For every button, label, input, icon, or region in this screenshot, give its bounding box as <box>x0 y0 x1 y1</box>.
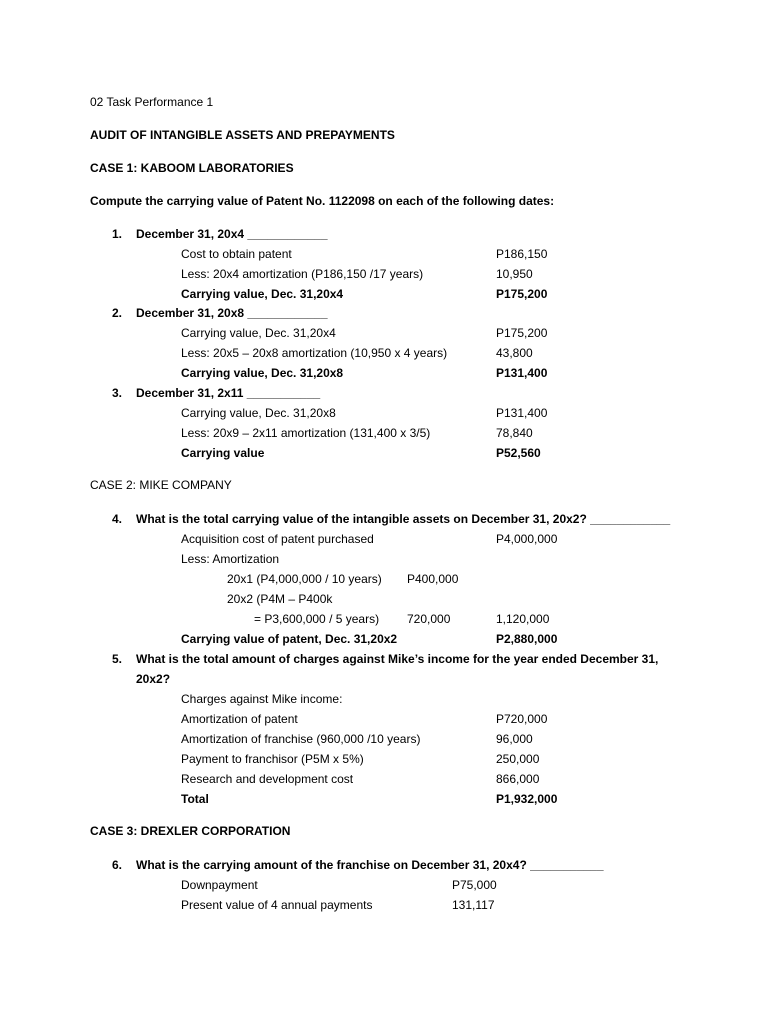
q4-cv-label: Carrying value of patent, Dec. 31,20x2 <box>181 632 398 646</box>
q1-row3-label: Carrying value, Dec. 31,20x4 <box>181 287 344 301</box>
q5-row3-label: Payment to franchisor (P5M x 5%) <box>181 752 364 766</box>
q5-label-continued: 20x2? <box>136 672 171 686</box>
q4-y2-label: 20x2 (P4M – P400k <box>227 592 333 606</box>
q6-row2-value: 131,117 <box>452 898 495 912</box>
q2-row1-label: Carrying value, Dec. 31,20x4 <box>181 326 336 340</box>
q5-label: What is the total amount of charges against Mike’s income for the year ended December 31, <box>136 652 659 666</box>
q1-label: December 31, 20x4 ____________ <box>136 227 328 241</box>
q6-row1-label: Downpayment <box>181 878 258 892</box>
case2-title: CASE 2: MIKE COMPANY <box>90 478 232 492</box>
q5-row2-value: 96,000 <box>496 732 533 746</box>
q3-label: December 31, 2x11 ___________ <box>136 386 321 400</box>
q4-y2b-label: = P3,600,000 / 5 years) <box>254 612 380 626</box>
q4-acq-value: P4,000,000 <box>496 532 558 546</box>
q2-row1-value: P175,200 <box>496 326 548 340</box>
q4-label: What is the total carrying value of the intangible assets on December 31, 20x2? ____________ <box>136 512 671 526</box>
task-heading: 02 Task Performance 1 <box>90 95 214 109</box>
case3-title: CASE 3: DREXLER CORPORATION <box>90 824 291 838</box>
q5-row4-value: 866,000 <box>496 772 540 786</box>
q4-acq-label: Acquisition cost of patent purchased <box>181 532 374 546</box>
q4-less-label: Less: Amortization <box>181 552 280 566</box>
q3-row1-value: P131,400 <box>496 406 548 420</box>
q2-row3-value: P131,400 <box>496 366 548 380</box>
q5-heading: Charges against Mike income: <box>181 692 343 706</box>
q6-label: What is the carrying amount of the franchise on December 31, 20x4? ___________ <box>136 858 604 872</box>
case1-prompt: Compute the carrying value of Patent No. 1122098 on each of the following dates: <box>90 194 555 208</box>
q5-row4-label: Research and development cost <box>181 772 354 786</box>
q3-row3-value: P52,560 <box>496 446 541 460</box>
q6-row2-label: Present value of 4 annual payments <box>181 898 373 912</box>
case1-title: CASE 1: KABOOM LABORATORIES <box>90 161 294 175</box>
q3-row3-label: Carrying value <box>181 446 265 460</box>
q5-total-value: P1,932,000 <box>496 792 558 806</box>
q1-row1-value: P186,150 <box>496 247 548 261</box>
q6-row1-value: P75,000 <box>452 878 497 892</box>
q4-y2b-total: 1,120,000 <box>496 612 550 626</box>
q3-row2-value: 78,840 <box>496 426 533 440</box>
q1-row2-label: Less: 20x4 amortization (P186,150 /17 years) <box>181 267 424 281</box>
q2-number: 2. <box>112 306 123 320</box>
q5-row1-value: P720,000 <box>496 712 548 726</box>
q5-total-label: Total <box>181 792 209 806</box>
q1-row2-value: 10,950 <box>496 267 533 281</box>
q2-label: December 31, 20x8 ____________ <box>136 306 328 320</box>
q2-row2-label: Less: 20x5 – 20x8 amortization (10,950 x 4 years) <box>181 346 448 360</box>
q5-row1-label: Amortization of patent <box>181 712 298 726</box>
q4-number: 4. <box>112 512 123 526</box>
q4-y2b-value: 720,000 <box>407 612 451 626</box>
document-title: AUDIT OF INTANGIBLE ASSETS AND PREPAYMENTS <box>90 128 395 142</box>
q4-y1-value: P400,000 <box>407 572 459 586</box>
q1-number: 1. <box>112 227 123 241</box>
q4-cv-value: P2,880,000 <box>496 632 558 646</box>
q5-row2-label: Amortization of franchise (960,000 /10 years) <box>181 732 421 746</box>
q3-row2-label: Less: 20x9 – 2x11 amortization (131,400 x 3/5) <box>181 426 431 440</box>
q5-row3-value: 250,000 <box>496 752 540 766</box>
q2-row3-label: Carrying value, Dec. 31,20x8 <box>181 366 344 380</box>
q5-number: 5. <box>112 652 123 666</box>
q1-row1-label: Cost to obtain patent <box>181 247 292 261</box>
q6-number: 6. <box>112 858 123 872</box>
q2-row2-value: 43,800 <box>496 346 533 360</box>
q3-row1-label: Carrying value, Dec. 31,20x8 <box>181 406 336 420</box>
q1-row3-value: P175,200 <box>496 287 548 301</box>
q4-y1-label: 20x1 (P4,000,000 / 10 years) <box>227 572 382 586</box>
q3-number: 3. <box>112 386 123 400</box>
